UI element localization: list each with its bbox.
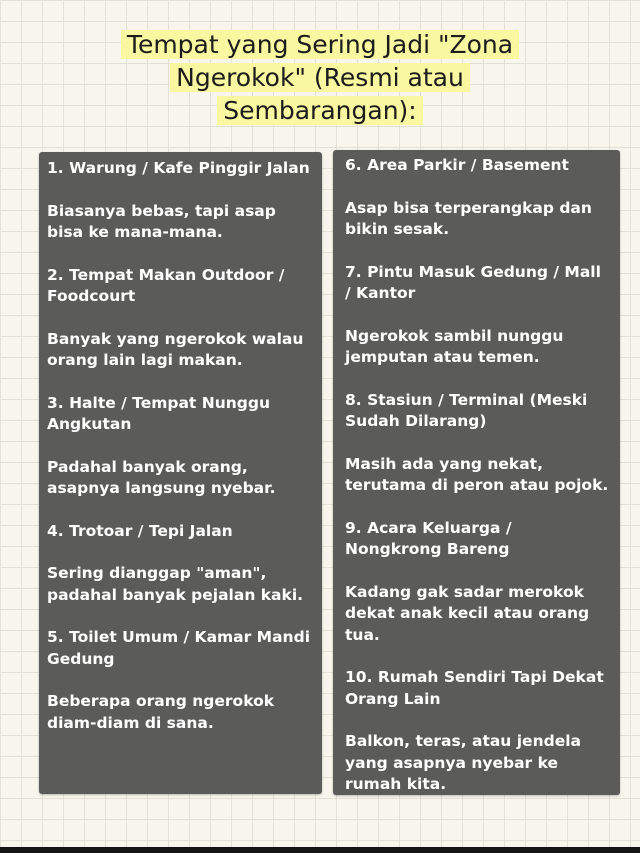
list-item <box>47 158 314 244</box>
list-item <box>47 265 314 372</box>
item-title: 5. Toilet Umum / Kamar Mandi Gedung <box>47 628 311 668</box>
item-title: 8. Stasiun / Terminal (Meski Sudah Dilarang) <box>345 390 588 430</box>
item-title: 2. Tempat Makan Outdoor / Foodcourt <box>47 265 285 305</box>
item-title: 9. Acara Keluarga / Nongkrong Bareng <box>345 518 512 558</box>
item-description: Padahal banyak orang, asapnya langsung nyebar. <box>47 457 276 497</box>
item-description: Ngerokok sambil nunggu jemputan atau temen. <box>345 326 564 366</box>
list-item <box>47 393 314 500</box>
list-item <box>345 390 610 497</box>
list-item <box>345 518 610 647</box>
item-title: 3. Halte / Tempat Nunggu Angkutan <box>47 393 270 433</box>
item-description: Masih ada yang nekat, terutama di peron atau pojok. <box>345 454 609 494</box>
page-title <box>90 28 550 127</box>
list-item <box>345 262 610 369</box>
item-description: Banyak yang ngerokok walau orang lain lagi makan. <box>47 329 304 369</box>
item-title: 7. Pintu Masuk Gedung / Mall / Kantor <box>345 262 601 302</box>
right-list-card <box>333 150 620 795</box>
item-description: Sering dianggap "aman", padahal banyak pejalan kaki. <box>47 564 304 604</box>
list-item <box>47 521 314 607</box>
left-list-card <box>39 152 322 794</box>
item-title: 6. Area Parkir / Basement <box>345 156 569 174</box>
item-description: Biasanya bebas, tapi asap bisa ke mana-mana. <box>47 201 276 241</box>
item-description: Asap bisa terperangkap dan bikin sesak. <box>345 198 592 238</box>
list-item <box>47 627 314 734</box>
item-title: 10. Rumah Sendiri Tapi Dekat Orang Lain <box>345 668 604 708</box>
item-title: 1. Warung / Kafe Pinggir Jalan <box>47 159 310 177</box>
bottom-edge-bar <box>0 847 640 853</box>
item-title: 4. Trotoar / Tepi Jalan <box>47 521 233 540</box>
list-item <box>345 667 610 796</box>
title-highlight: Tempat yang Sering Jadi "Zona Ngerokok" (Resmi atau Sembarangan): <box>121 30 519 125</box>
item-description: Kadang gak sadar merokok dekat anak kecil atau orang tua. <box>345 582 590 644</box>
list-item <box>345 155 610 241</box>
item-description: Balkon, teras, atau jendela yang asapnya nyebar ke rumah kita. <box>345 732 581 793</box>
item-description: Beberapa orang ngerokok diam-diam di sana. <box>47 692 275 732</box>
